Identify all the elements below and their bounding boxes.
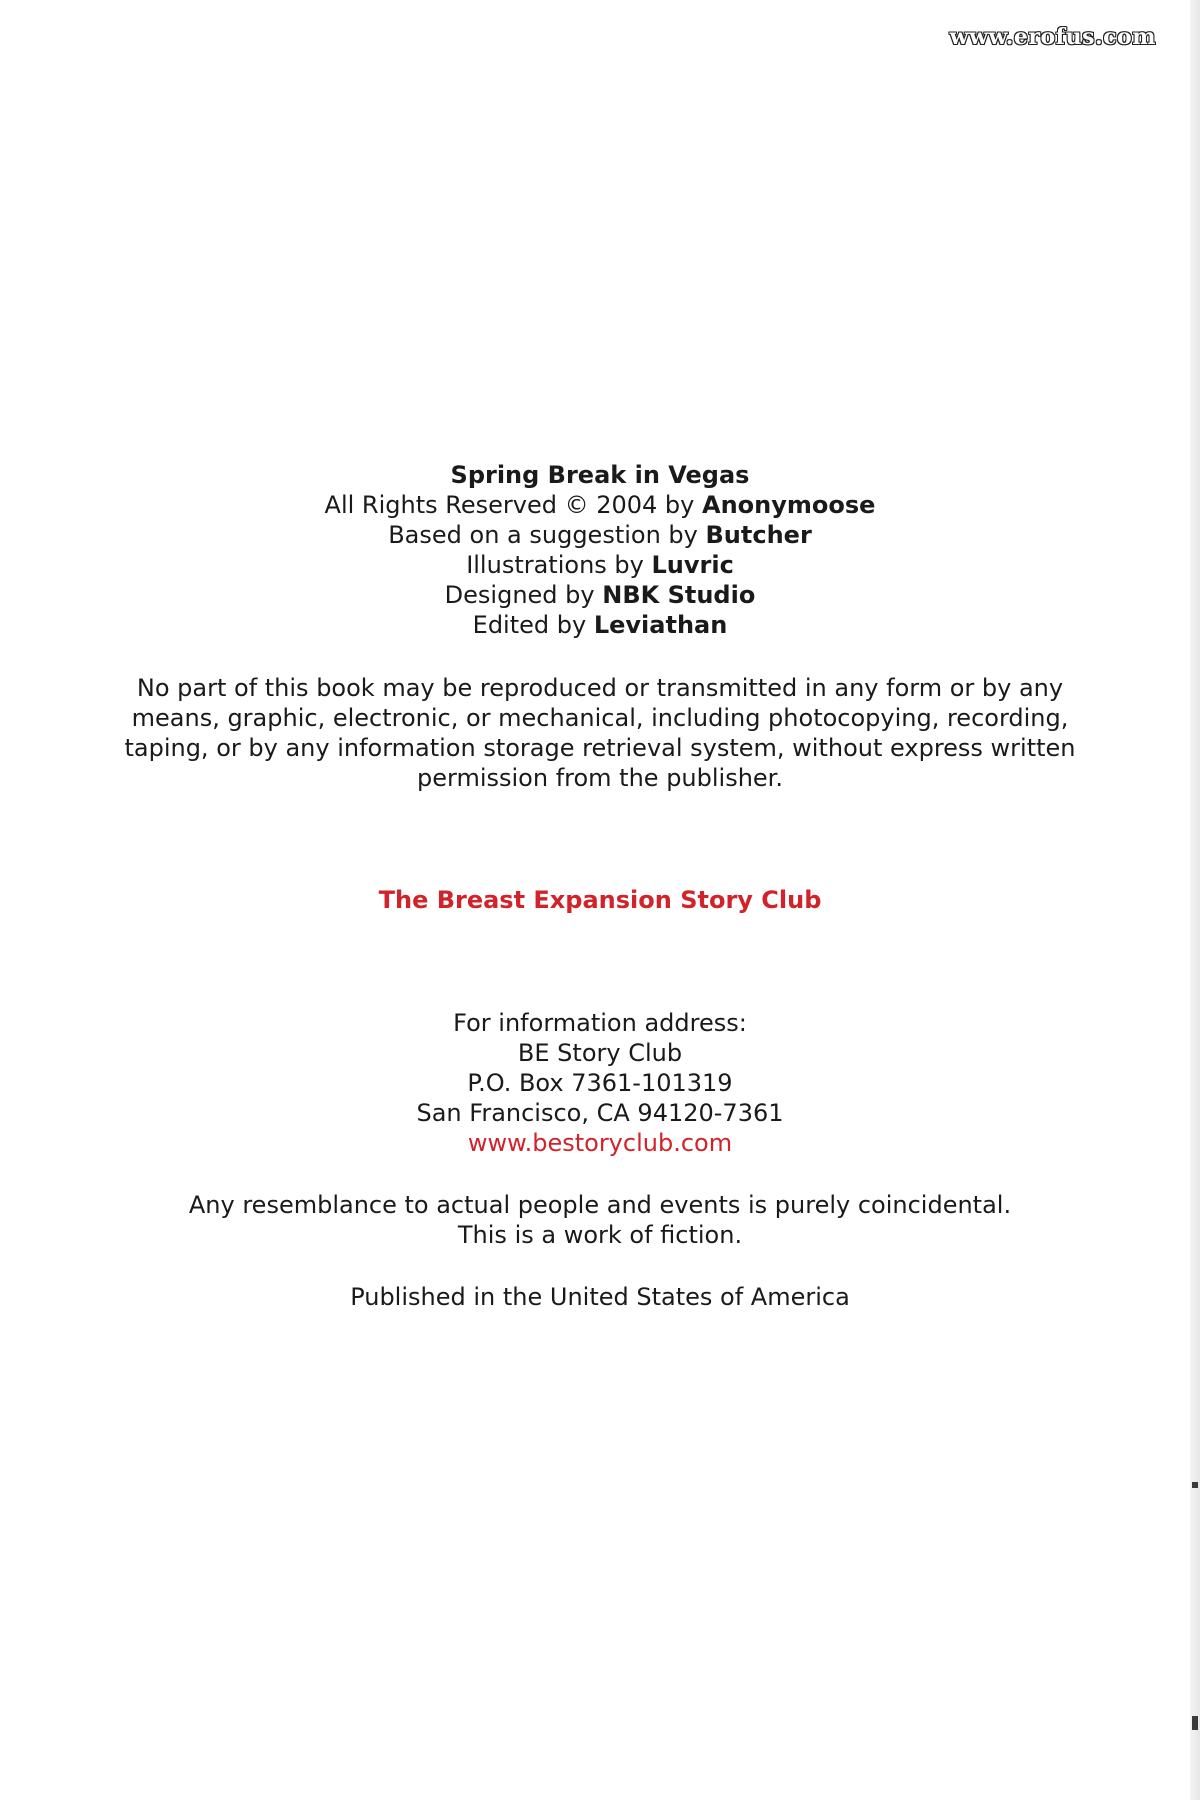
notice-line: means, graphic, electronic, or mechanical, including photocopying, recording, — [131, 704, 1069, 732]
editor-prefix: Edited by — [472, 611, 587, 639]
address-heading: For information address: — [453, 1009, 747, 1037]
notice-line: permission from the publisher. — [417, 764, 783, 792]
club-name-text: The Breast Expansion Story Club — [378, 886, 822, 914]
edge-mark — [1192, 1716, 1198, 1730]
watermark: www.erofus.com — [949, 24, 1156, 50]
credits-block — [0, 460, 1200, 640]
designer-name: NBK Studio — [602, 581, 756, 609]
illustrations-line — [0, 550, 1200, 580]
address-city: San Francisco, CA 94120-7361 — [416, 1099, 784, 1127]
editor-name: Leviathan — [593, 611, 728, 639]
published-text: Published in the United States of America — [350, 1283, 850, 1311]
design-prefix: Designed by — [444, 581, 595, 609]
suggestion-line — [0, 520, 1200, 550]
copyright-notice — [0, 673, 1200, 793]
club-name — [0, 885, 1200, 915]
copyright-line — [0, 490, 1200, 520]
published-line — [0, 1282, 1200, 1312]
disclaimer-block — [0, 1190, 1200, 1250]
editor-line — [0, 610, 1200, 640]
address-org: BE Story Club — [517, 1039, 683, 1067]
address-block — [0, 1008, 1200, 1158]
address-po-box: P.O. Box 7361-101319 — [467, 1069, 733, 1097]
notice-line: taping, or by any information storage retrieval system, without express written — [124, 734, 1076, 762]
design-line — [0, 580, 1200, 610]
suggestion-name: Butcher — [705, 521, 812, 549]
illustrations-prefix: Illustrations by — [466, 551, 644, 579]
disclaimer-line: Any resemblance to actual people and events is purely coincidental. — [188, 1191, 1012, 1219]
book-title: Spring Break in Vegas — [450, 461, 750, 489]
suggestion-prefix: Based on a suggestion by — [388, 521, 698, 549]
page-edge — [1190, 0, 1200, 1800]
disclaimer-line: This is a work of fiction. — [457, 1221, 743, 1249]
notice-line: No part of this book may be reproduced or transmitted in any form or by any — [136, 674, 1064, 702]
copyright-prefix: All Rights Reserved © 2004 by — [324, 491, 695, 519]
author-name: Anonymoose — [702, 491, 876, 519]
website-link[interactable]: www.bestoryclub.com — [467, 1129, 733, 1157]
edge-mark — [1192, 1482, 1198, 1488]
illustrator-name: Luvric — [651, 551, 734, 579]
